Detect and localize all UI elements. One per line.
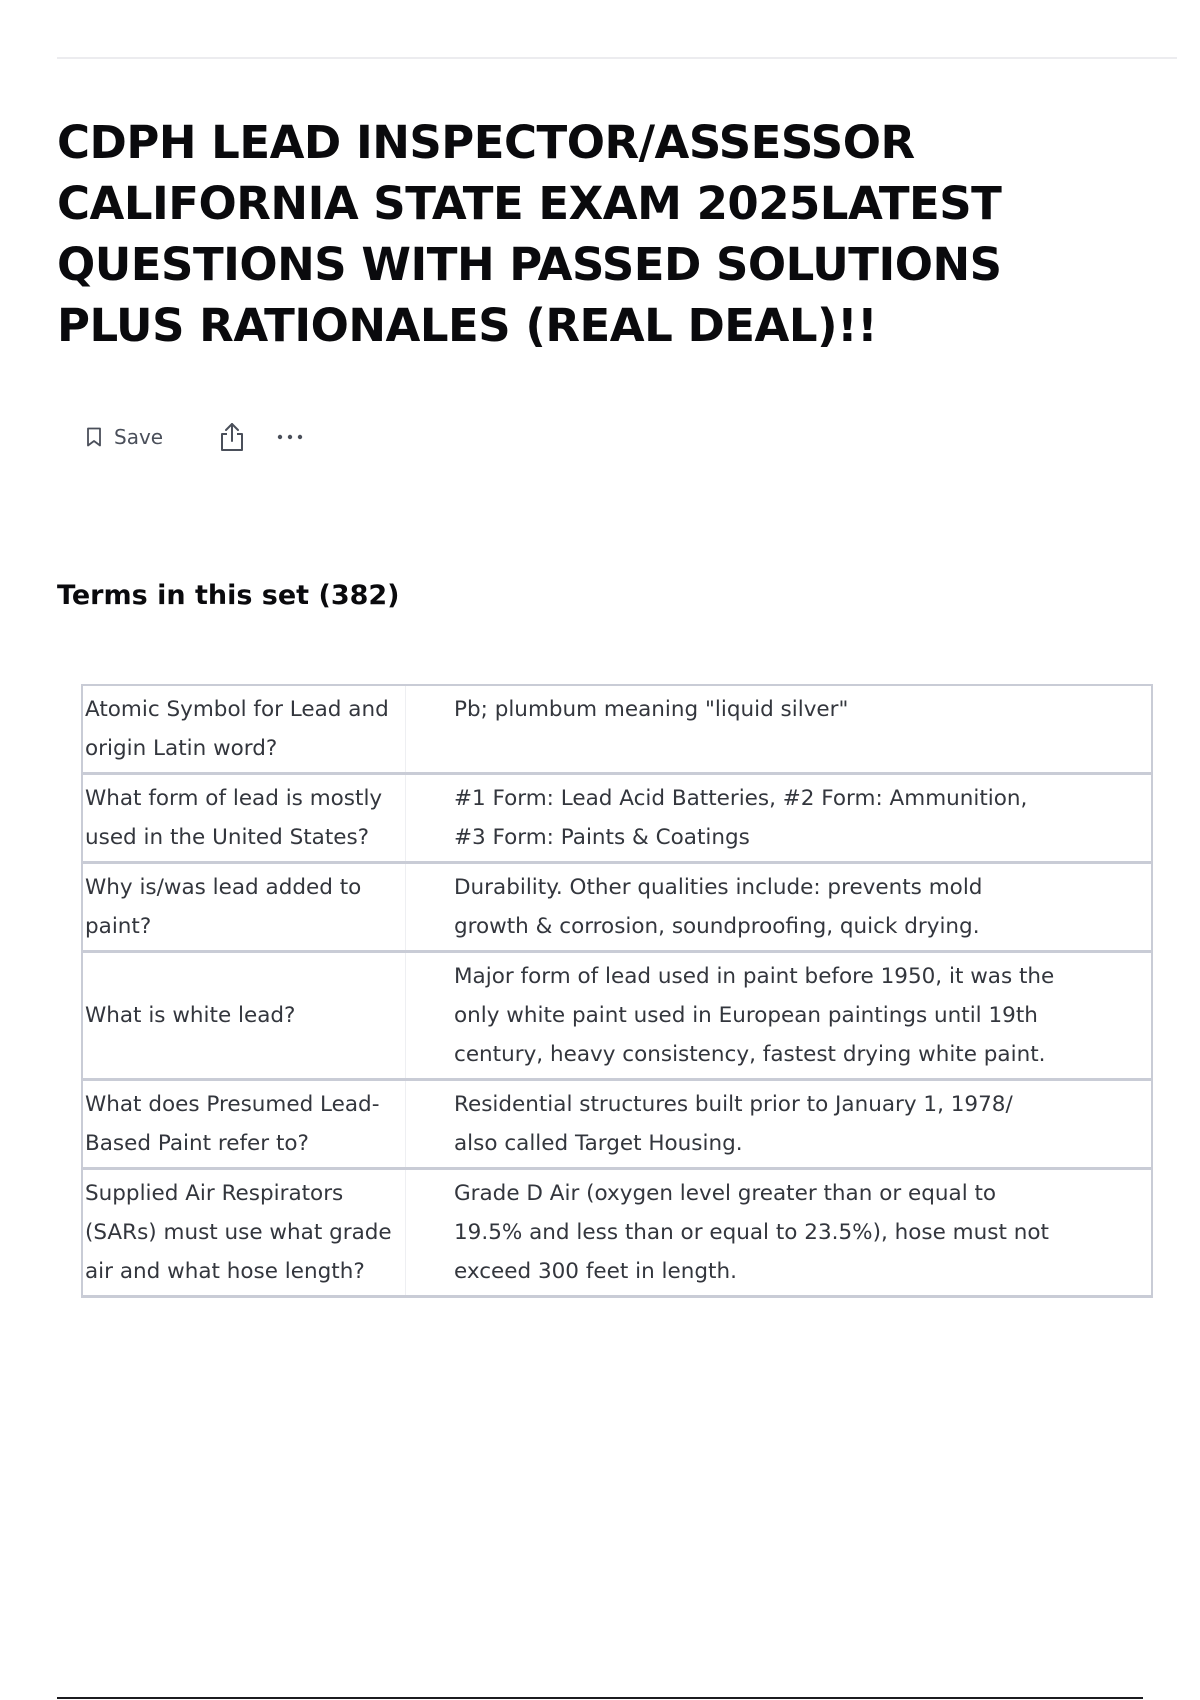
term-text: What form of lead is mostly used in the United States? — [82, 774, 406, 863]
term-row[interactable] — [82, 863, 1152, 952]
bottom-divider — [57, 1697, 1143, 1699]
more-options-icon[interactable] — [275, 427, 305, 447]
term-text: Why is/was lead added to paint? — [82, 863, 406, 952]
term-row[interactable] — [82, 1080, 1152, 1169]
term-text: Atomic Symbol for Lead and origin Latin word? — [82, 685, 406, 774]
definition-text: Major form of lead used in paint before 1950, it was the only white paint used in European paintings until 19th century, heavy consistency, fastest drying white paint. — [406, 952, 1153, 1080]
term-text: Supplied Air Respirators (SARs) must use what grade air and what hose length? — [82, 1169, 406, 1297]
definition-text: Durability. Other qualities include: prevents mold growth & corrosion, soundproofing, quick drying. — [406, 863, 1153, 952]
action-bar — [86, 420, 305, 454]
top-divider — [57, 57, 1177, 59]
terms-table — [81, 684, 1153, 1298]
definition-text: Grade D Air (oxygen level greater than or equal to 19.5% and less than or equal to 23.5%), hose must not exceed 300 feet in length. — [406, 1169, 1153, 1297]
definition-text: Pb; plumbum meaning "liquid silver" — [406, 685, 1153, 774]
term-text: What does Presumed Lead-Based Paint refer to? — [82, 1080, 406, 1169]
share-icon[interactable] — [217, 421, 247, 453]
terms-heading: Terms in this set (382) — [57, 580, 400, 611]
term-row[interactable] — [82, 1169, 1152, 1297]
term-row[interactable] — [82, 774, 1152, 863]
definition-text: #1 Form: Lead Acid Batteries, #2 Form: Ammunition, #3 Form: Paints & Coatings — [406, 774, 1153, 863]
save-label: Save — [114, 425, 164, 449]
page-title: CDPH LEAD INSPECTOR/ASSESSOR CALIFORNIA STATE EXAM 2025LATEST QUESTIONS WITH PASSED SOLUTIONS PLUS RATIONALES (REAL DEAL)!! — [57, 116, 1002, 352]
term-row[interactable] — [82, 952, 1152, 1080]
save-button[interactable] — [86, 425, 163, 449]
definition-text: Residential structures built prior to January 1, 1978/ also called Target Housing. — [406, 1080, 1153, 1169]
term-row[interactable] — [82, 685, 1152, 774]
bookmark-icon — [86, 427, 102, 447]
term-text: What is white lead? — [82, 952, 406, 1080]
